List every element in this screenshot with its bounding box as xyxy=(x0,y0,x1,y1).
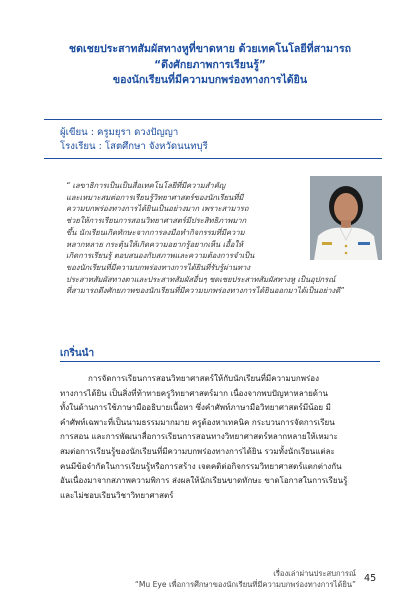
body-line: อันเนื่องมาจากสภาพความพิการ ส่งผลให้นักเรียนขาดทักษะ ขาดโอกาสในการเรียนรู้ xyxy=(60,476,348,486)
author-bottom-rule xyxy=(44,158,382,159)
quote-line: “ เลขาธิการเป็นเป็นสื่อเทคโนโลยีที่มีความสำคัญ xyxy=(66,181,226,190)
footer-title: “Mu Eye เพื่อการศึกษาของนักเรียนที่มีความบกพร่องทางการได้ยิน” xyxy=(134,580,356,589)
page-footer xyxy=(135,568,356,590)
body-line: คำศัพท์เฉพาะที่เป็นนามธรรมมากมาย ครูต้องหาเทคนิค กระบวนการจัดการเรียน xyxy=(60,417,335,427)
body-line: คนมีข้อจำกัดในการเรียนรู้หรือการสร้าง เจตคติต่อกิจกรรมวิทยาศาสตร์แตกต่างกัน xyxy=(60,461,342,471)
quote-line: ของนักเรียนที่มีความบกพร่องทางการได้ยินที่รับรู้ผ่านทาง xyxy=(66,262,251,272)
page-number: 45 xyxy=(364,573,377,584)
body-line: การสอน และการพัฒนาสื่อการเรียนการสอนทางวิทยาศาสตร์หลากหลายให้เหมาะ xyxy=(60,432,338,442)
quote-line: ที่สามารถดึงศักยภาพของนักเรียนที่มีความบกพร่องทางการได้ยินออกมาได้เป็นอย่างดี” xyxy=(66,286,345,296)
footer-series: เรื่องเล่าผ่านประสบการณ์ xyxy=(273,569,356,578)
section-heading-rule xyxy=(60,361,380,362)
body-line: สมต่อการเรียนรู้ของนักเรียนที่มีความบกพร่องทางการได้ยิน รวมทั้งนักเรียนแต่ละ xyxy=(60,446,335,456)
title-line-2: “ดึงศักยภาพการเรียนรู้” xyxy=(154,58,266,71)
quote-line: หลากหลาย กระตุ้นให้เกิดความอยากรู้อยากเห็น เอื้อให้ xyxy=(66,239,244,249)
pull-quote xyxy=(66,180,345,297)
quote-line: และเหมาะสมต่อการเรียนรู้วิทยาศาสตร์ของนักเรียนที่มี xyxy=(66,192,244,202)
title-line-3: ของนักเรียนที่มีความบกพร่องทางการได้ยิน xyxy=(112,74,308,86)
author-writer: ผู้เขียน : ครูมยุรา ดวงปัญญา xyxy=(60,127,179,138)
author-block xyxy=(60,126,208,154)
title-line-1: ชดเชยประสาทสัมผัสทางหูที่ขาดหาย ด้วยเทคโนโลยีที่สามารถ xyxy=(68,43,352,55)
section-heading: เกริ่นนำ xyxy=(60,348,95,359)
quote-line: ประสาทสัมผัสทางตาและประสาทสัมผัสอื่นๆ ชดเชยประสาทสัมผัสทางหู เป็นอุปกรณ์ xyxy=(66,274,336,284)
quote-line: ขึ้น นักเรียนเกิดทักษะจากการลงมือทำกิจกรรมที่มีความ xyxy=(66,227,245,237)
body-paragraph xyxy=(60,372,386,503)
article-title xyxy=(30,42,390,89)
author-school: โรงเรียน : โสตศึกษา จังหวัดนนทบุรี xyxy=(60,141,208,152)
body-line: การจัดการเรียนการสอนวิทยาศาสตร์ให้กับนักเรียนที่มีความบกพร่อง xyxy=(88,374,319,383)
quote-line: ช่วยให้การเรียนการสอนวิทยาศาสตร์มีประสิทธิภาพมาก xyxy=(66,216,247,226)
body-line: ทั้งในด้านการใช้ภาษามืออธิบายเนื้อหา ซึ่งคำศัพท์ภาษามือวิทยาศาสตร์มีน้อย มี xyxy=(60,403,331,413)
author-portrait xyxy=(310,176,382,260)
author-top-rule xyxy=(44,119,382,120)
portrait-illustration xyxy=(310,176,382,260)
quote-line: เกิดการเรียนรู้ ตอบสนองกับสภาพและความต้องการจำเป็น xyxy=(66,251,255,261)
body-line: และไม่ชอบเรียนวิชาวิทยาศาสตร์ xyxy=(60,490,174,500)
body-line: ทางการได้ยิน เป็นสิ่งที่ท้าทายครูวิทยาศาสตร์มาก เนื่องจากพบปัญหาหลายด้าน xyxy=(60,388,328,398)
quote-line: ความบกพร่องทางการได้ยินเป็นอย่างมาก เพราะสามารถ xyxy=(66,204,249,214)
